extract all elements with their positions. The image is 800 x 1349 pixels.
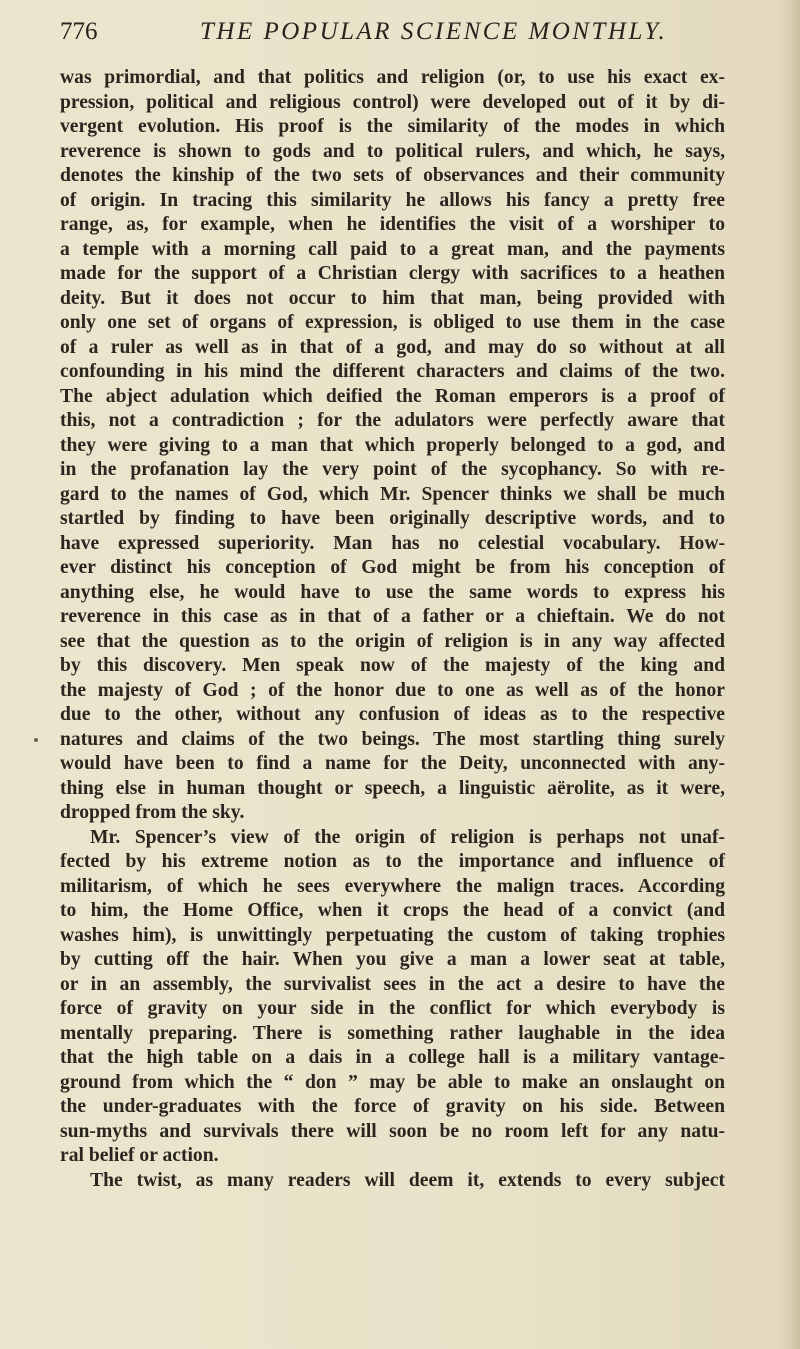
text-line: denotes the kinship of the two sets of observances and their community bbox=[60, 165, 725, 186]
text-line: or in an assembly, the survivalist sees in the act a desire to have the bbox=[60, 973, 725, 995]
text-line: vergent evolution. His proof is the similarity of the modes in which bbox=[60, 116, 725, 137]
text-line: in the profanation lay the very point of the sycophancy. So with re- bbox=[60, 459, 725, 480]
text-line: that the high table on a dais in a college hall is a military vantage- bbox=[60, 1047, 725, 1068]
text-line: have expressed superiority. Man has no celestial vocabulary. How- bbox=[60, 532, 725, 554]
text-line: pression, political and religious control) were developed out of it by di- bbox=[60, 91, 725, 113]
text-line: reverence in this case as in that of a father or a chieftain. We do not bbox=[60, 606, 725, 627]
text-line: gard to the names of God, which Mr. Spencer thinks we shall be much bbox=[60, 483, 725, 505]
text-line: dropped from the sky. bbox=[60, 802, 245, 823]
text-line: startled by finding to have been originally descriptive words, and to bbox=[60, 508, 725, 529]
text-line: The abject adulation which deified the Roman emperors is a proof of bbox=[60, 385, 725, 407]
text-line: of a ruler as well as in that of a god, and may do so without at all bbox=[60, 336, 725, 358]
text-line: by cutting off the hair. When you give a man a lower seat at table, bbox=[60, 949, 725, 970]
text-line: ral belief or action. bbox=[60, 1145, 219, 1166]
text-line: they were giving to a man that which properly belonged to a god, and bbox=[60, 434, 725, 456]
text-line: the under-graduates with the force of gravity on his side. Between bbox=[60, 1096, 725, 1117]
text-line: natures and claims of the two beings. The most startling thing surely bbox=[60, 728, 725, 750]
text-line: The twist, as many readers will deem it, extends to every subject bbox=[90, 1169, 725, 1191]
page-number: 776 bbox=[60, 18, 98, 45]
text-line: deity. But it does not occur to him that man, being provided with bbox=[60, 287, 725, 309]
text-line: due to the other, without any confusion of ideas as to the respective bbox=[60, 704, 725, 725]
text-line: anything else, he would have to use the same words to express his bbox=[60, 581, 725, 603]
text-line: reverence is shown to gods and to political rulers, and which, he says, bbox=[60, 140, 725, 162]
text-line: of origin. In tracing this similarity he allows his fancy a pretty free bbox=[60, 189, 725, 211]
text-line: force of gravity on your side in the conflict for which everybody is bbox=[60, 998, 725, 1019]
text-line: made for the support of a Christian clergy with sacrifices to a heathen bbox=[60, 263, 725, 284]
text-line: by this discovery. Men speak now of the majesty of the king and bbox=[60, 655, 725, 676]
journal-title: THE POPULAR SCIENCE MONTHLY. bbox=[200, 18, 668, 45]
text-line: ground from which the “ don ” may be able to make an onslaught on bbox=[60, 1071, 725, 1093]
text-line: fected by his extreme notion as to the importance and influence of bbox=[60, 851, 725, 872]
text-line: this, not a contradiction ; for the adulators were perfectly aware that bbox=[60, 410, 725, 431]
text-line: washes him), is unwittingly perpetuating the custom of taking trophies bbox=[60, 924, 725, 946]
running-header bbox=[60, 18, 725, 52]
text-line: confounding in his mind the different characters and claims of the two. bbox=[60, 361, 725, 382]
text-line: Mr. Spencer’s view of the origin of religion is perhaps not unaf- bbox=[90, 826, 725, 848]
text-line: was primordial, and that politics and religion (or, to use his exact ex- bbox=[60, 67, 725, 88]
text-line: see that the question as to the origin of religion is in any way affected bbox=[60, 630, 725, 652]
text-line: only one set of organs of expression, is obliged to use them in the case bbox=[60, 312, 725, 333]
text-line: a temple with a morning call paid to a great man, and the payments bbox=[60, 238, 725, 260]
body-text bbox=[60, 66, 725, 1193]
text-line: would have been to find a name for the Deity, unconnected with any- bbox=[60, 753, 725, 774]
text-line: thing else in human thought or speech, a linguistic aërolite, as it were, bbox=[60, 777, 725, 799]
text-line: the majesty of God ; of the honor due to one as well as of the honor bbox=[60, 679, 725, 701]
margin-mark bbox=[34, 738, 38, 742]
text-line: militarism, of which he sees everywhere the malign traces. According bbox=[60, 875, 725, 897]
text-line: mentally preparing. There is something rather laughable in the idea bbox=[60, 1022, 725, 1044]
page-edge-shadow bbox=[778, 0, 800, 1349]
text-line: to him, the Home Office, when it crops the head of a convict (and bbox=[60, 900, 725, 921]
text-line: sun-myths and survivals there will soon be no room left for any natu- bbox=[60, 1120, 725, 1142]
text-line: ever distinct his conception of God might be from his conception of bbox=[60, 557, 725, 578]
text-line: range, as, for example, when he identifies the visit of a worshiper to bbox=[60, 214, 725, 235]
